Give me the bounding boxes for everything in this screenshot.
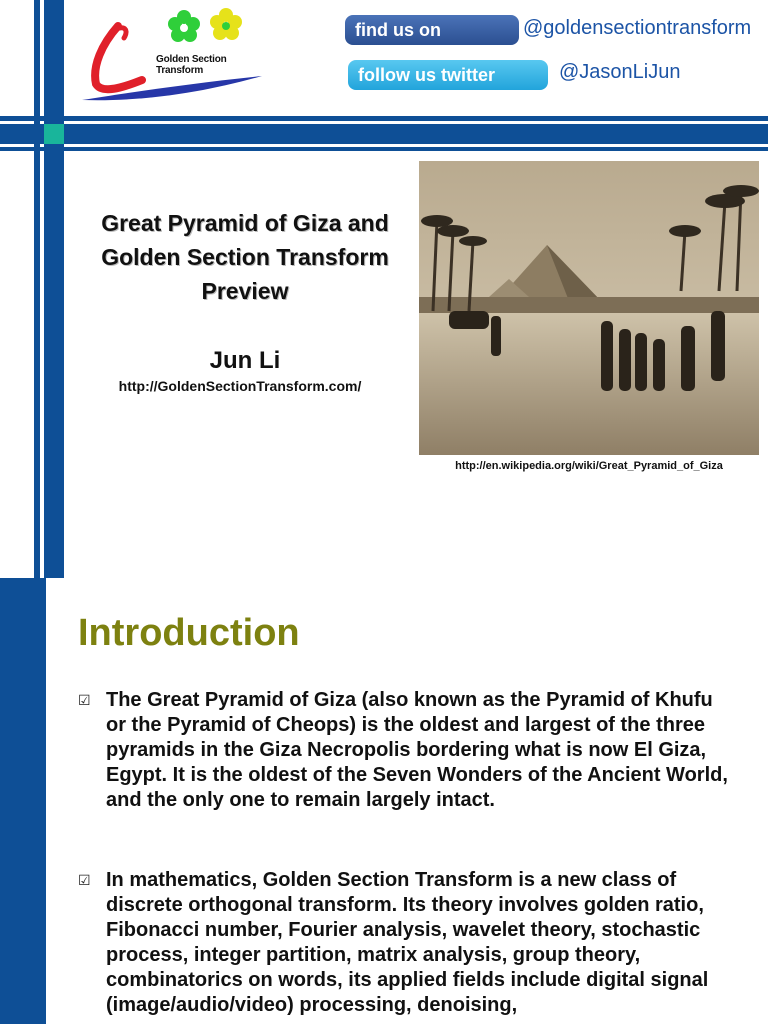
title-line-3: Preview xyxy=(201,278,289,304)
checkbox-bullet-icon: ☑ xyxy=(78,872,91,888)
left-stripe-wide xyxy=(44,0,64,578)
twitter-handle-link[interactable]: @JasonLiJun xyxy=(559,61,681,83)
author-name: Jun Li xyxy=(209,347,281,374)
header-band-top xyxy=(0,116,768,121)
logo-text: Golden Section Transform xyxy=(156,54,227,76)
left-stripe-thin xyxy=(34,0,40,578)
title-line-1: Great Pyramid of Giza and xyxy=(101,210,389,236)
presentation-title xyxy=(80,206,410,308)
pyramid-photo-graphic xyxy=(419,161,759,455)
checkbox-bullet-icon: ☑ xyxy=(78,692,91,708)
facebook-badge-button[interactable]: find us on xyxy=(345,15,519,45)
header-band-bottom xyxy=(0,147,768,151)
teal-accent-square xyxy=(44,124,64,144)
website-link[interactable]: http://GoldenSectionTransform.com/ xyxy=(118,378,362,394)
facebook-handle-link[interactable]: @goldensectiontransform xyxy=(523,17,752,39)
bullet-text: The Great Pyramid of Giza (also known as the Pyramid of Khufu or the Pyramid of Cheops) is the oldest and largest of the three pyramids in the Giza Necropolis bordering what is now El Giza, Egypt. It is the oldest of the Seven Wonders of the Ancient World, and the only one to remain largely intact. xyxy=(106,689,728,811)
golden-section-logo xyxy=(72,4,272,112)
pyramid-photo xyxy=(419,161,759,455)
photo-caption-link[interactable]: http://en.wikipedia.org/wiki/Great_Pyramid_of_Giza xyxy=(455,460,723,472)
left-block xyxy=(0,578,46,1024)
bullet-text: In mathematics, Golden Section Transform is a new class of discrete orthogonal transform. Its theory involves golden ratio, Fibonacci number, Fourier analysis, wavelet theory, stochastic process, integer partition, matrix analysis, group theory, combinatorics on words, its applied fields include digital signal (image/audio/video) processing, denoising, xyxy=(106,869,709,1016)
introduction-heading: Introduction xyxy=(78,612,300,654)
twitter-badge-button[interactable]: follow us twitter xyxy=(348,60,548,90)
header-band-main xyxy=(0,124,768,144)
title-line-2: Golden Section Transform xyxy=(101,244,389,270)
